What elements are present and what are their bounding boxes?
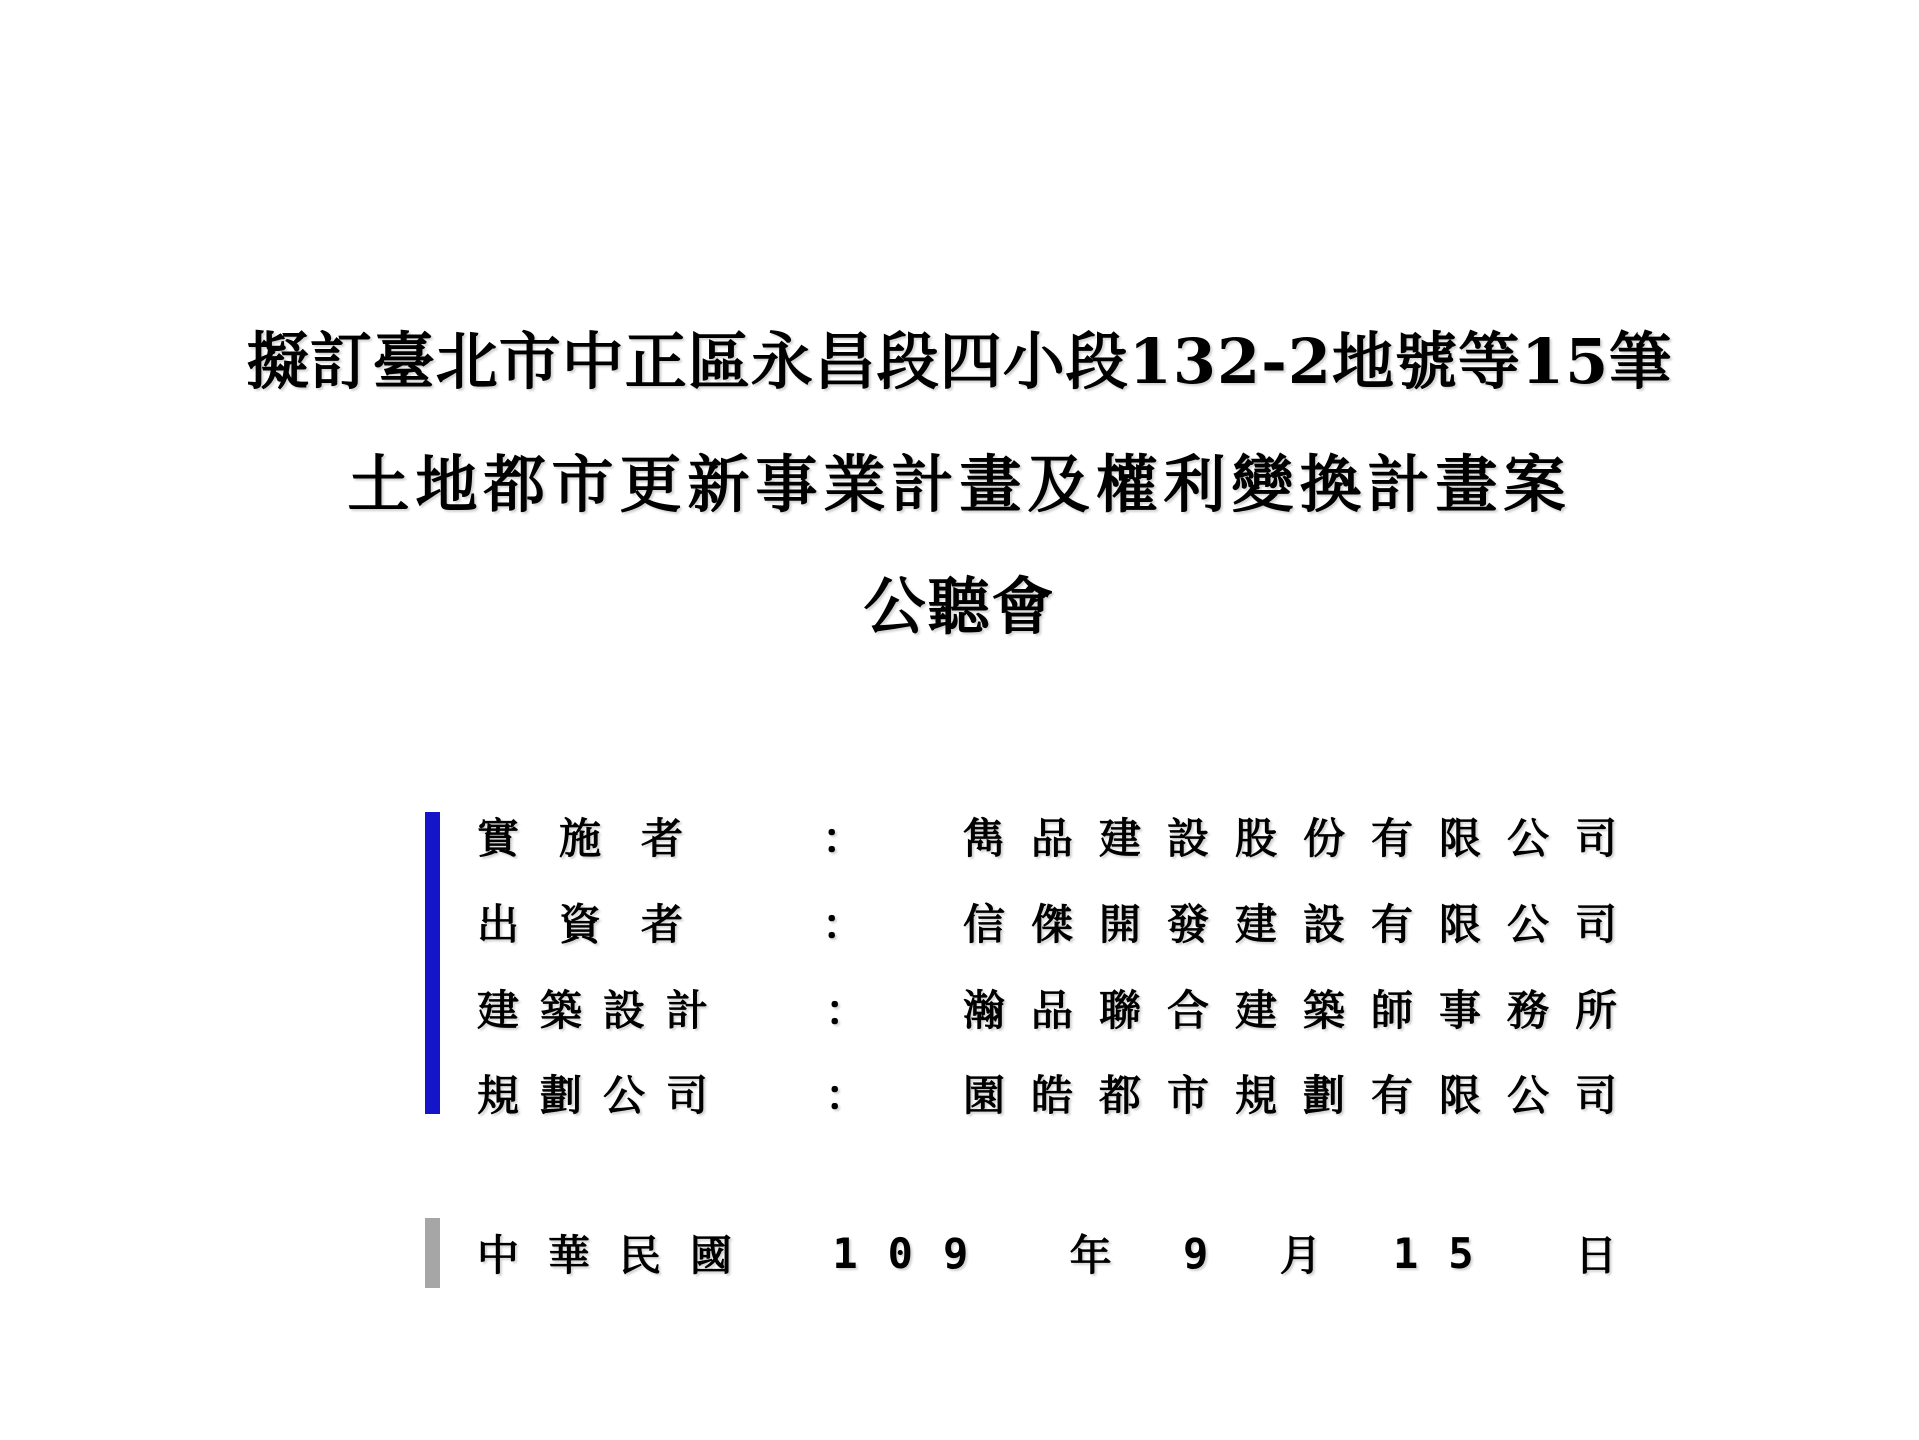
date-day-unit: 日 [1574,1231,1617,1280]
title-line-3: 公聽會 [863,570,1056,643]
date-month: 9 [1182,1228,1209,1278]
date-era: 中華民國 [477,1231,762,1280]
date-accent-bar [425,1218,440,1288]
info-value: 瀚品聯合建築師事務所 [962,986,1643,1035]
info-row-planner [477,1061,1643,1125]
info-label: 實施者 [477,814,724,863]
info-value: 園皓都市規劃有限公司 [962,1071,1643,1120]
title-line-1: 擬訂臺北市中正區永昌段四小段132-2地號等15筆 [246,325,1673,398]
date-year: 109 [832,1228,999,1278]
info-separator: ： [824,1071,867,1120]
info-row-architect [477,976,1643,1040]
info-separator: ： [821,900,864,949]
info-label: 規劃公司 [477,1071,730,1120]
date-year-unit: 年 [1069,1231,1112,1280]
info-separator: ： [821,814,864,863]
info-value: 信傑開發建設有限公司 [962,900,1643,949]
info-value: 雋品建設股份有限公司 [962,814,1643,863]
title-line-2: 土地都市更新事業計畫及權利變換計畫案 [347,448,1572,521]
info-separator: ： [824,986,867,1035]
date-day: 15 [1393,1228,1504,1278]
date-line [477,1221,1617,1285]
info-accent-bar [425,812,440,1114]
info-row-investor [477,890,1643,954]
info-label: 建築設計 [477,986,730,1035]
info-row-implementer [477,804,1643,868]
date-month-unit: 月 [1279,1231,1322,1280]
info-label: 出資者 [477,900,724,949]
